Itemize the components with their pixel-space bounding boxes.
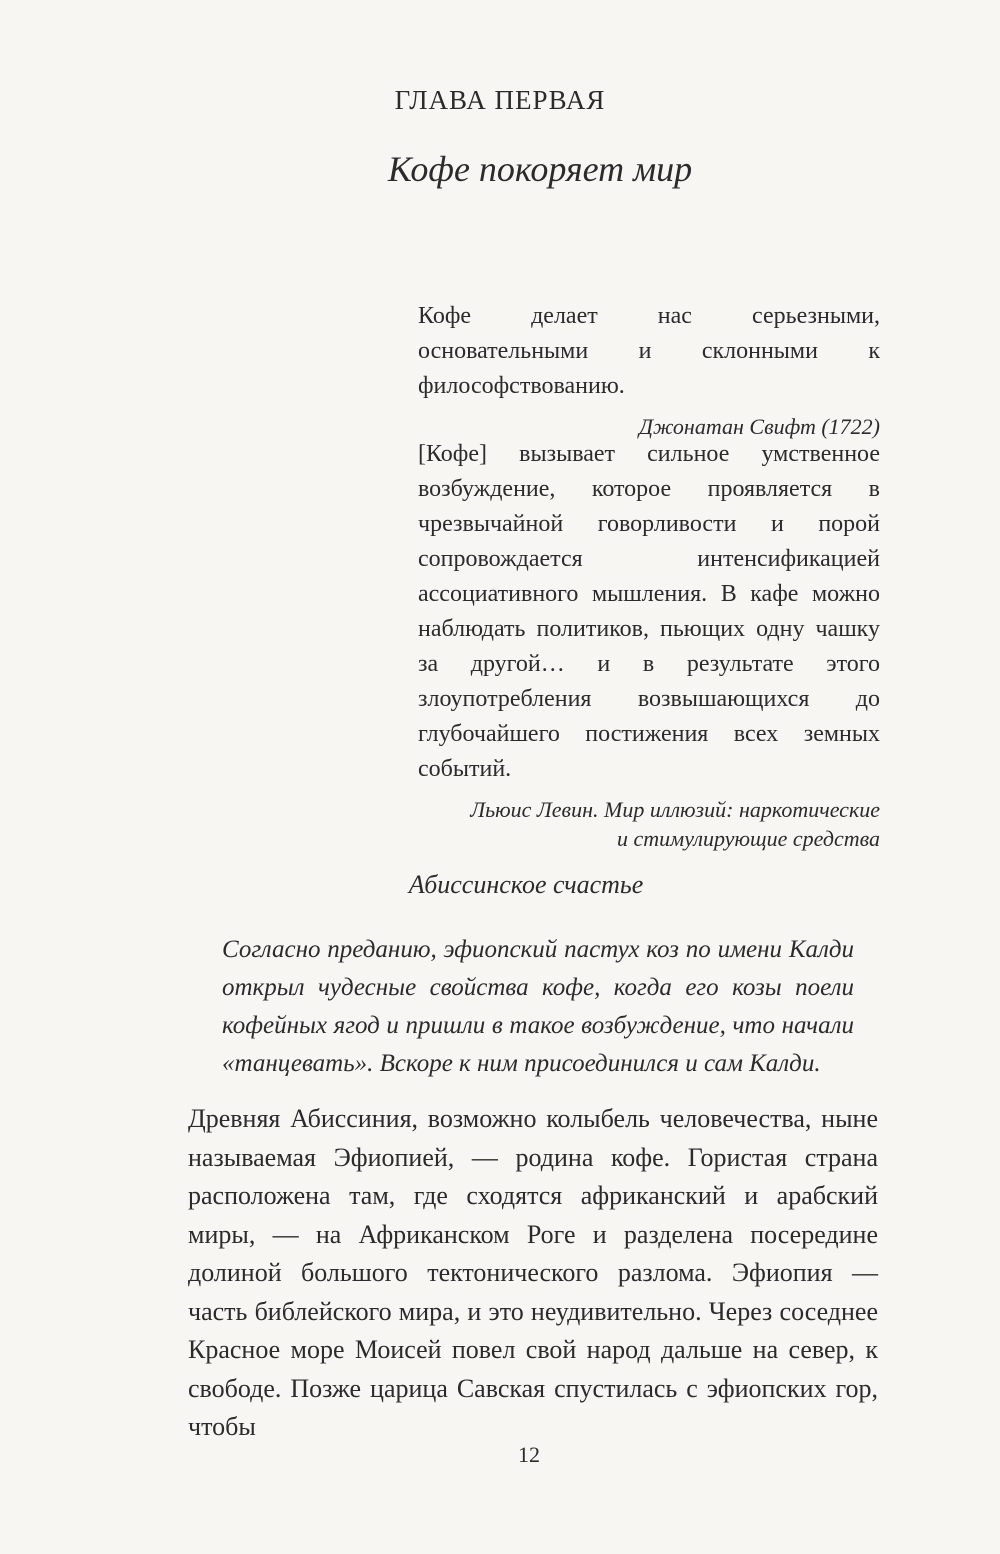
chapter-title: Кофе покоряет мир (387, 149, 693, 189)
epigraph-text: [Кофе] вызывает сильное умственное возбуждение, которое проявляется в чрезвычайной говорливости и порой сопровождается интенсификацией ассоциативного мышления. В кафе можно наблюдать политиков, пьющих одну чашку за другой… и в результате этого злоупотребления возвышающихся до глубочайшего постижения всех земных событий. (418, 441, 880, 782)
epigraph-swift (418, 299, 880, 441)
attribution-line: и стимулирующие средства (617, 826, 880, 851)
page-number: 12 (518, 1442, 540, 1467)
body-paragraph: Древняя Абиссиния, возможно колыбель человечества, ныне называемая Эфиопией, — родина кофе. Гористая страна расположена там, где сходятся африканский и арабский миры, — на Африканском Роге и разделена посередине долиной большого тектонического разлома. Эфиопия — часть библейского мира, и это неудивительно. Через соседнее Красное море Моисей повел свой народ дальше на север, к свободе. Позже царица Савская спустилась с эфиопских гор, чтобы (188, 1104, 878, 1441)
epigraph-attribution: Джонатан Свифт (1722) (639, 414, 880, 439)
lead-paragraph: Согласно преданию, эфиопский пастух коз по имени Калди открыл чудесные свойства кофе, когда его козы поели кофейных ягод и пришли в такое возбуждение, что начали «танцевать». Вскоре к ним присоединился и сам Калди. (222, 936, 854, 1077)
section-heading: Абиссинское счастье (408, 870, 644, 899)
epigraph-levin (418, 437, 880, 853)
chapter-label: ГЛАВА ПЕРВАЯ (394, 85, 606, 115)
attribution-line: Льюис Левин. Мир иллюзий: наркотические (470, 797, 880, 822)
epigraph-attribution (418, 795, 880, 853)
epigraph-text: Кофе делает нас серьезными, основательными и склонными к философствованию. (418, 303, 880, 399)
